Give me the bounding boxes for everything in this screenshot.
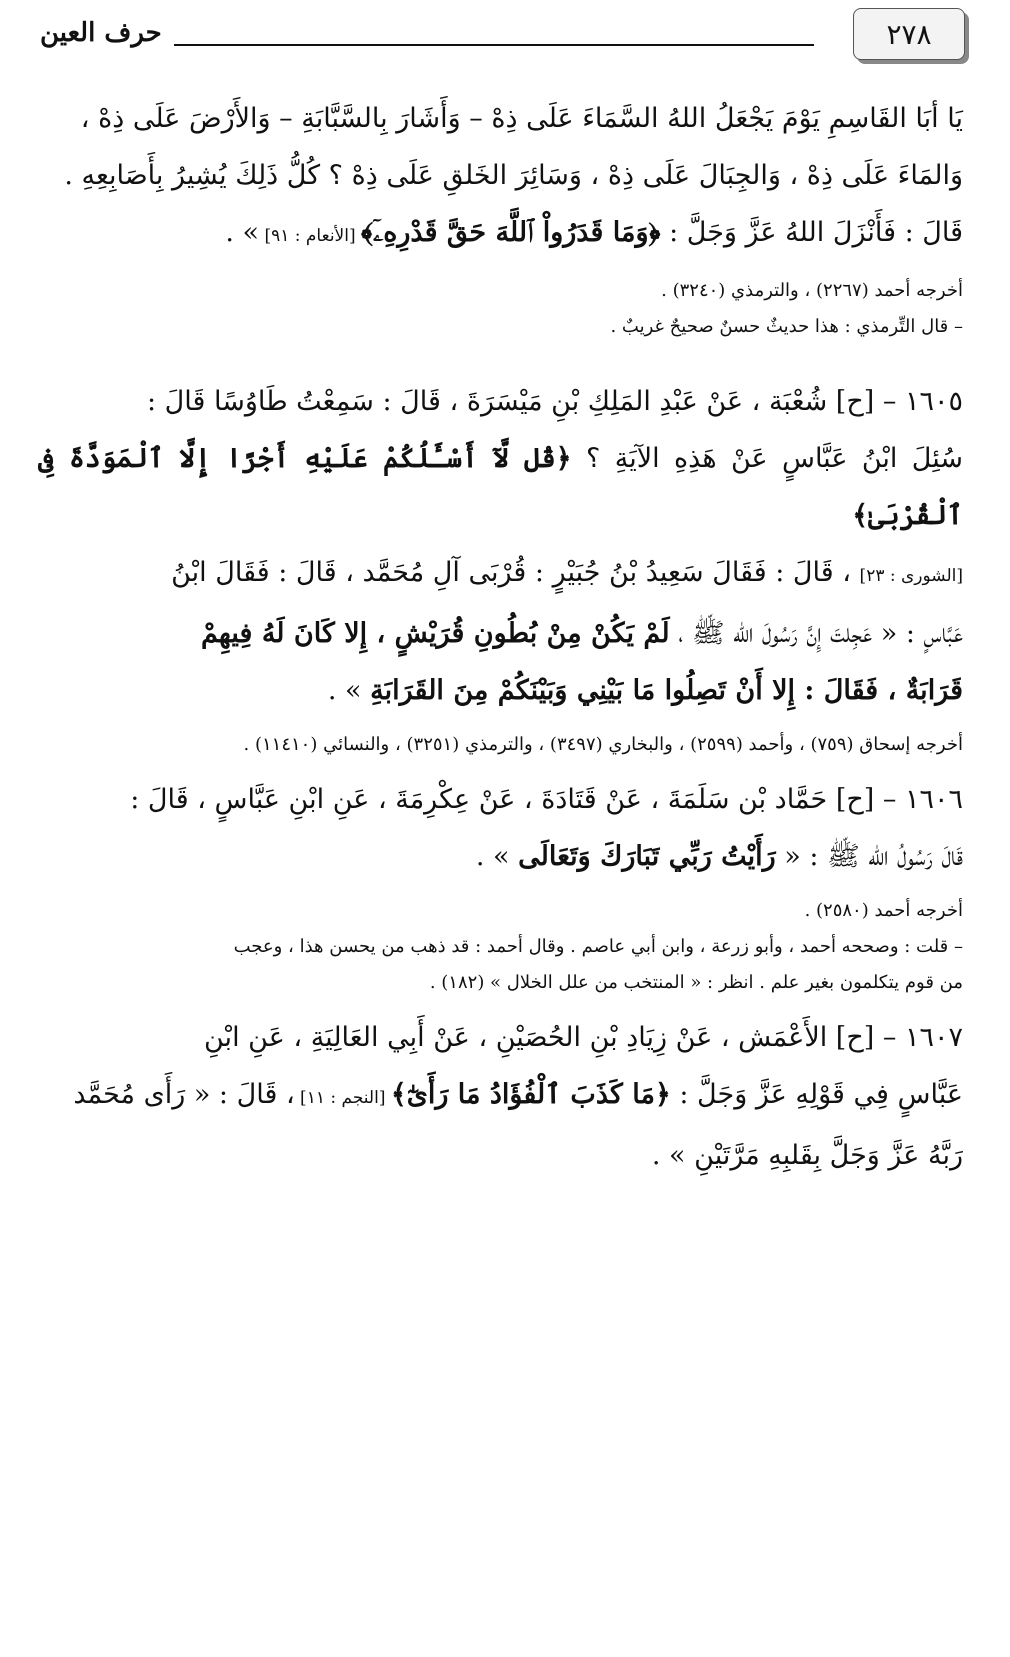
running-title: حرف العين — [40, 18, 162, 48]
footnote: أخرجه أحمد (٢٢٦٧) ، والترمذي (٣٢٤٠) . — [661, 280, 963, 301]
text-segment: » . — [225, 217, 260, 248]
text-segment: عَبَّاسٍ فِي قَوْلِهِ عَزَّ وَجَلَّ : — [670, 1079, 963, 1110]
page-content — [38, 90, 963, 1184]
footnote: من قوم يتكلمون بغير علم . انظر : « المنتخب من علل الخلال » (١٨٢) . — [429, 972, 963, 993]
text-segment: » . — [327, 675, 371, 706]
header-rule — [174, 44, 814, 46]
verse-reference: [الشورى : ٢٣] — [859, 566, 963, 586]
text-segment: ، قَالَ : فَقَالَ سَعِيدُ بْنُ جُبَيْرٍ : قُرْبَى آلِ مُحَمَّد ، قَالَ : فَقَالَ ابْنُ — [171, 557, 860, 588]
hadith-1605-line — [38, 662, 963, 719]
text-segment: ، قَالَ : « رَأَى مُحَمَّد — [73, 1079, 295, 1110]
text-line — [38, 204, 963, 265]
hadith-1605-line: ١٦٠٥ – [ح] شُعْبَة ، عَنْ عَبْدِ المَلِكِ بْنِ مَيْسَرَةَ ، قَالَ : سَمِعْتُ طَاوُسًا قَالَ : — [146, 386, 963, 417]
hadith-text: قَرَابَةٌ ، فَقَالَ : إِلا أَنْ تَصِلُوا مَا بَيْنِي وَبَيْنَكُمْ مِنَ القَرَابَةِ — [370, 675, 963, 706]
footnote: – قلت : وصححه أحمد ، وأبو زرعة ، وابن أبي عاصم . وقال أحمد : قد ذهب من يحسن هذا ، وعجب — [233, 936, 963, 957]
verse-reference: [الأنعام : ٩١] — [259, 226, 362, 246]
hadith-1606-line: ١٦٠٦ – [ح] حَمَّاد بْن سَلَمَةَ ، عَنْ قَتَادَةَ ، عَنْ عِكْرِمَةَ ، عَنِ ابْنِ عَبَّاسٍ ، قَالَ : — [130, 784, 963, 815]
hadith-1607-line: ١٦٠٧ – [ح] الأَعْمَش ، عَنْ زِيَادِ بْنِ الحُصَيْنِ ، عَنْ أَبِي العَالِيَةِ ، عَنِ ابْنِ — [204, 1022, 963, 1053]
page-header — [40, 8, 965, 66]
hadith-1607-line — [38, 1066, 963, 1127]
footnote: – قال التِّرمذي : هذا حديثٌ حسنٌ صحيحٌ غريبٌ . — [610, 316, 963, 337]
verse-reference: [النجم : ١١] — [294, 1088, 391, 1108]
footnote: أخرجه أحمد (٢٥٨٠) . — [804, 900, 963, 921]
hadith-1606-line — [38, 828, 963, 885]
text-segment: قَالَ رَسُولُ الله ﷺ : « — [775, 841, 963, 872]
hadith-1605-line — [38, 605, 963, 662]
quran-verse: ﴿وَمَا قَدَرُواْ ٱللَّهَ حَقَّ قَدْرِهِۦٓ﴾ — [361, 217, 661, 248]
quran-verse: ﴿مَا كَذَبَ ٱلْفُؤَادُ مَا رَأَىٰٓ﴾ — [390, 1079, 671, 1110]
page-number: ٢٧٨ — [853, 8, 965, 60]
text-segment: سُئِلَ ابْنُ عَبَّاسٍ عَنْ هَذِهِ الآيَةِ ؟ — [571, 443, 964, 474]
text-line: يَا أبَا القَاسِمِ يَوْمَ يَجْعَلُ اللهُ السَّمَاءَ عَلَى ذِهْ – وَأَشَارَ بِالسَّبَّابَةِ – وَالأَرْضَ عَلَى ذِهْ ، — [80, 103, 963, 134]
hadith-1607-line: رَبَّهُ عَزَّ وَجَلَّ بِقَلبِهِ مَرَّتَيْنِ » . — [651, 1140, 963, 1171]
hadith-text: رَأَيْتُ رَبِّي تَبَارَكَ وَتَعَالَى — [518, 841, 776, 872]
text-line: وَالمَاءَ عَلَى ذِهْ ، وَالجِبَالَ عَلَى ذِهْ ، وَسَائِرَ الخَلقِ عَلَى ذِهْ ؟ كُلُّ ذَلِكَ يُشِيرُ بِأَصَابِعِهِ . — [64, 160, 963, 191]
footnote: أخرجه إسحاق (٧٥٩) ، وأحمد (٢٥٩٩) ، والبخاري (٣٤٩٧) ، والترمذي (٣٢٥١) ، والنسائي (١١٤١٠) . — [243, 734, 963, 755]
hadith-1605-line — [38, 430, 963, 544]
text-segment: عَبَّاسٍ : « عَجِلتَ إِنَّ رَسُولَ الله ﷺ ، — [669, 618, 963, 649]
text-segment: قَالَ : فَأَنْزَلَ اللهُ عَزَّ وَجَلَّ : — [660, 217, 963, 248]
quran-verse: ﴿قُل لَّآ أَسْـَٔلُكُمْ عَلَيْهِ أَجْرًا إِلَّا ٱلْمَوَدَّةَ فِى ٱلْقُرْبَىٰ﴾ — [38, 443, 963, 531]
hadith-1605-line — [38, 544, 963, 605]
text-segment: » . — [475, 841, 519, 872]
hadith-text: لَمْ يَكُنْ مِنْ بُطُونِ قُرَيْشٍ ، إِلا كَانَ لَهُ فِيهِمْ — [200, 618, 670, 649]
